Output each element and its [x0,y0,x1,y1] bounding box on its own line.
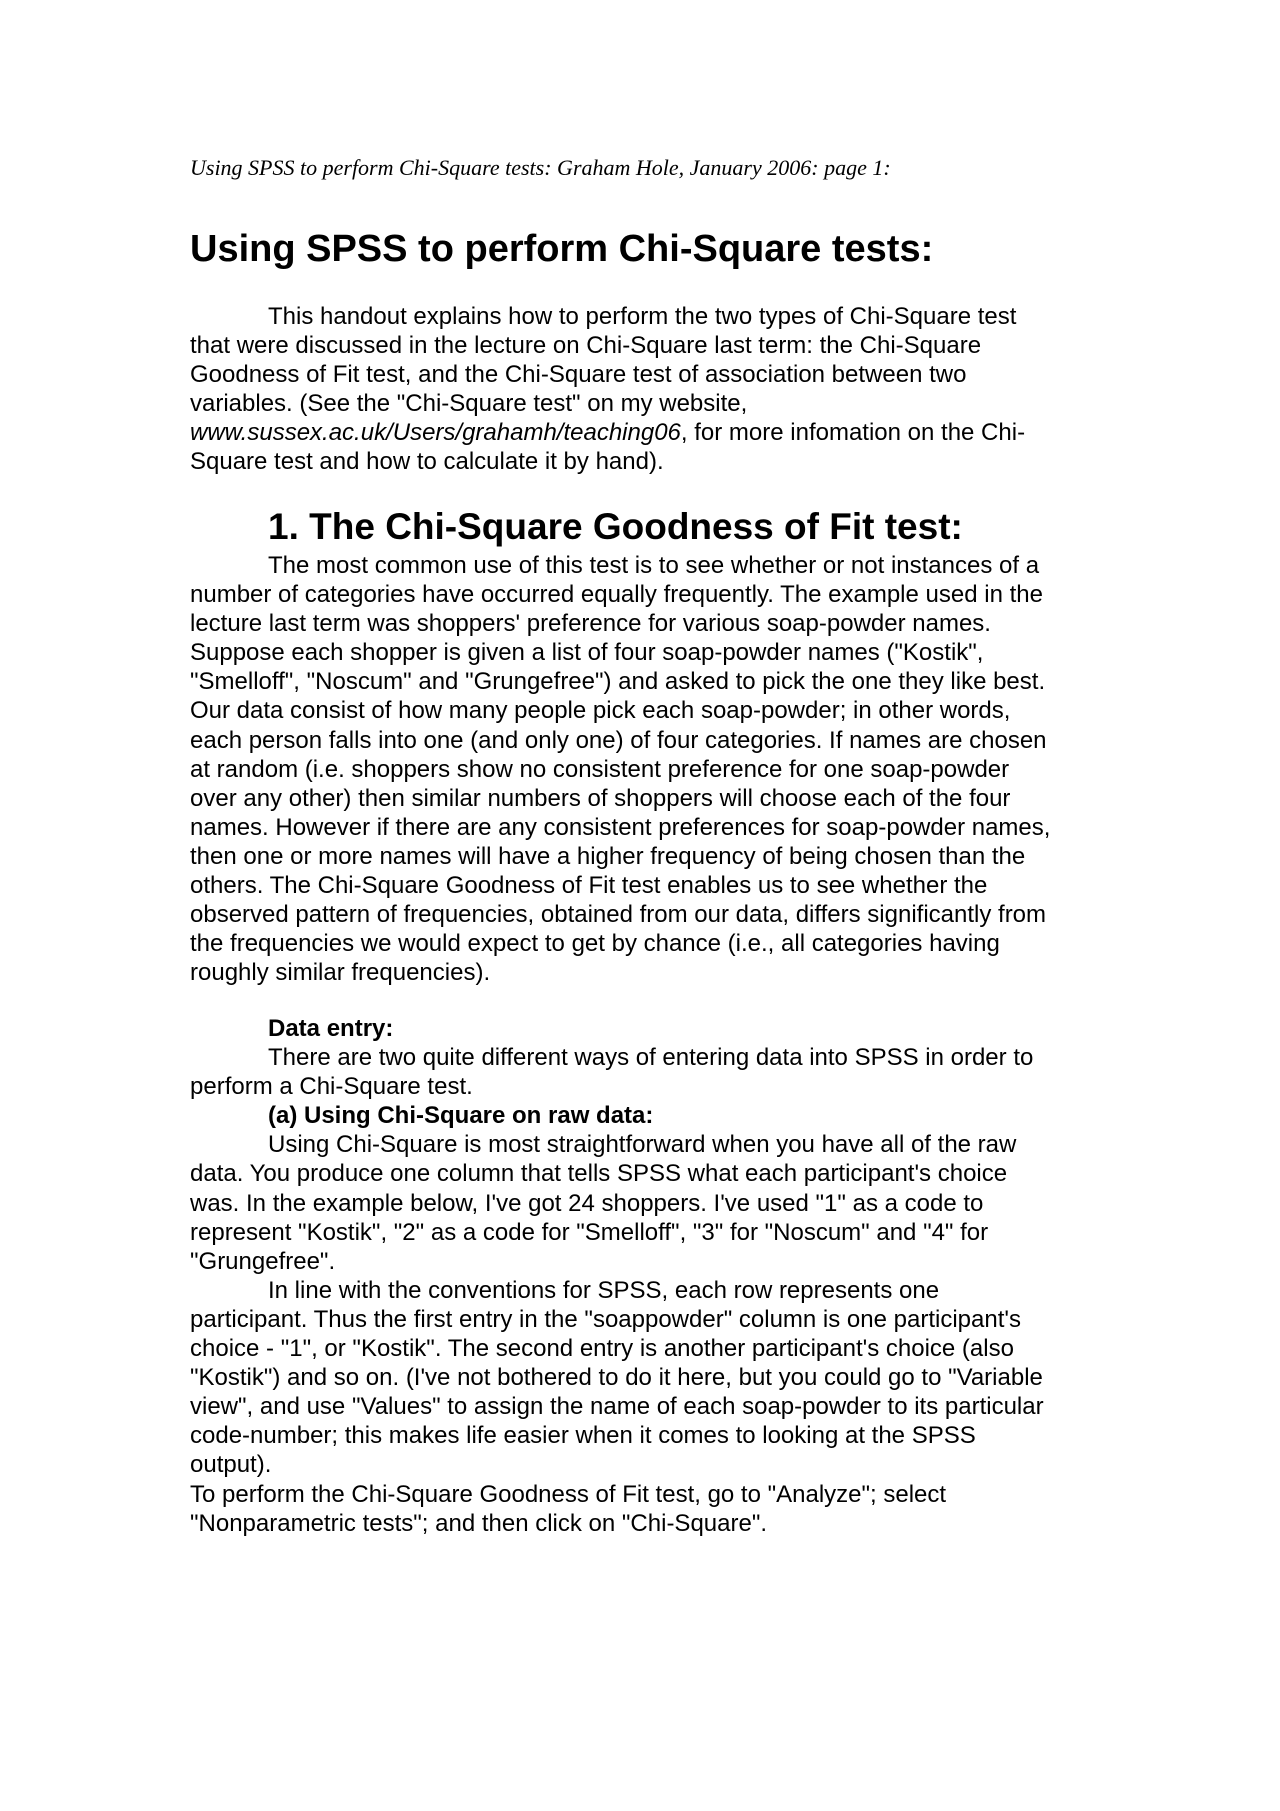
section1-first-line: The most common use of this test is to see whether or not instances of a [268,552,1040,579]
section1-paragraph [190,551,1050,987]
intro-text: that were discussed in the lecture on Chi-Square last term: the Chi-Square Goodness of Fit test, and the Chi-Square test of association between two variables. (See the "Chi-Square test" on my website, [190,332,982,418]
raw-data-p2b: data. You produce one column that tells SPSS what each participant's choice was. In the example below, I've got 24 shoppers. I've used "1" as a code to represent "Kostik", "2" as a code for "Smelloff", "3" for "Noscum" and "4" for "Grungefree". [190,1160,1008,1275]
page-header: Using SPSS to perform Chi-Square tests: Graham Hole, January 2006: page 1: [190,155,891,180]
raw-data-p3a: In line with the conventions for SPSS, each row represents one [268,1276,940,1304]
data-entry-section [190,1014,1044,1538]
section-heading: 1. The Chi-Square Goodness of Fit test: [268,506,963,547]
website-link[interactable]: www.sussex.ac.uk/Users/grahamh/teaching06 [190,419,681,447]
intro-line1: This handout explains how to perform the two types of Chi-Square test [268,303,1017,330]
page-title: Using SPSS to perform Chi-Square tests: [190,228,934,270]
data-entry-p1b: perform a Chi-Square test. [190,1073,473,1101]
section1-body: number of categories have occurred equally frequently. The example used in the lecture last term was shoppers' preference for various soap-powder names. Suppose each shopper is given a list of four soap-powder names ("Kostik", "Smelloff", "Noscum" and "Grungefree") and asked to pick the one they like best. Our data consist of how many people pick each soap-powder; in other words, each person falls into one (and only one) of four categories. If names are chosen at random (i.e. shoppers show no consistent preference for one soap-powder over any other) then similar numbers of shoppers will choose each of the four names. However if there are any consistent preferences for soap-powder names, then one or more names will have a higher frequency of being chosen than the others. The Chi-Square Goodness of Fit test enables us to see whether the observed pattern of frequencies, obtained from our data, differs significantly from the frequencies we would expect to get by chance (i.e., all categories having roughly similar frequencies). [190,581,1051,987]
intro-paragraph [190,302,1025,477]
data-entry-heading: Data entry: [268,1015,394,1042]
data-entry-p1a: There are two quite different ways of entering data into SPSS in order to [268,1044,1034,1072]
intro-text-end: , for more infomation on the Chi- Square test and how to calculate it by hand). [190,419,1026,476]
raw-data-p2a: Using Chi-Square is most straightforward when you have all of the raw [268,1131,1017,1159]
raw-data-subheading: (a) Using Chi-Square on raw data: [268,1102,654,1130]
raw-data-p3b: participant. Thus the first entry in the "soappowder" column is one participant's choice - "1", or "Kostik". The second entry is another participant's choice (also "Kostik") and so on. (I've not bothered to do it here, but you could go to "Variable view", and use "Values" to assign the name of each soap-powder to its particular code-number; this makes life easier when it comes to looking at the SPSS output). [190,1305,1044,1479]
instructions-paragraph: To perform the Chi-Square Goodness of Fit test, go to "Analyze"; select "Nonparametric tests"; and then click on "Chi-Square". [190,1480,947,1537]
